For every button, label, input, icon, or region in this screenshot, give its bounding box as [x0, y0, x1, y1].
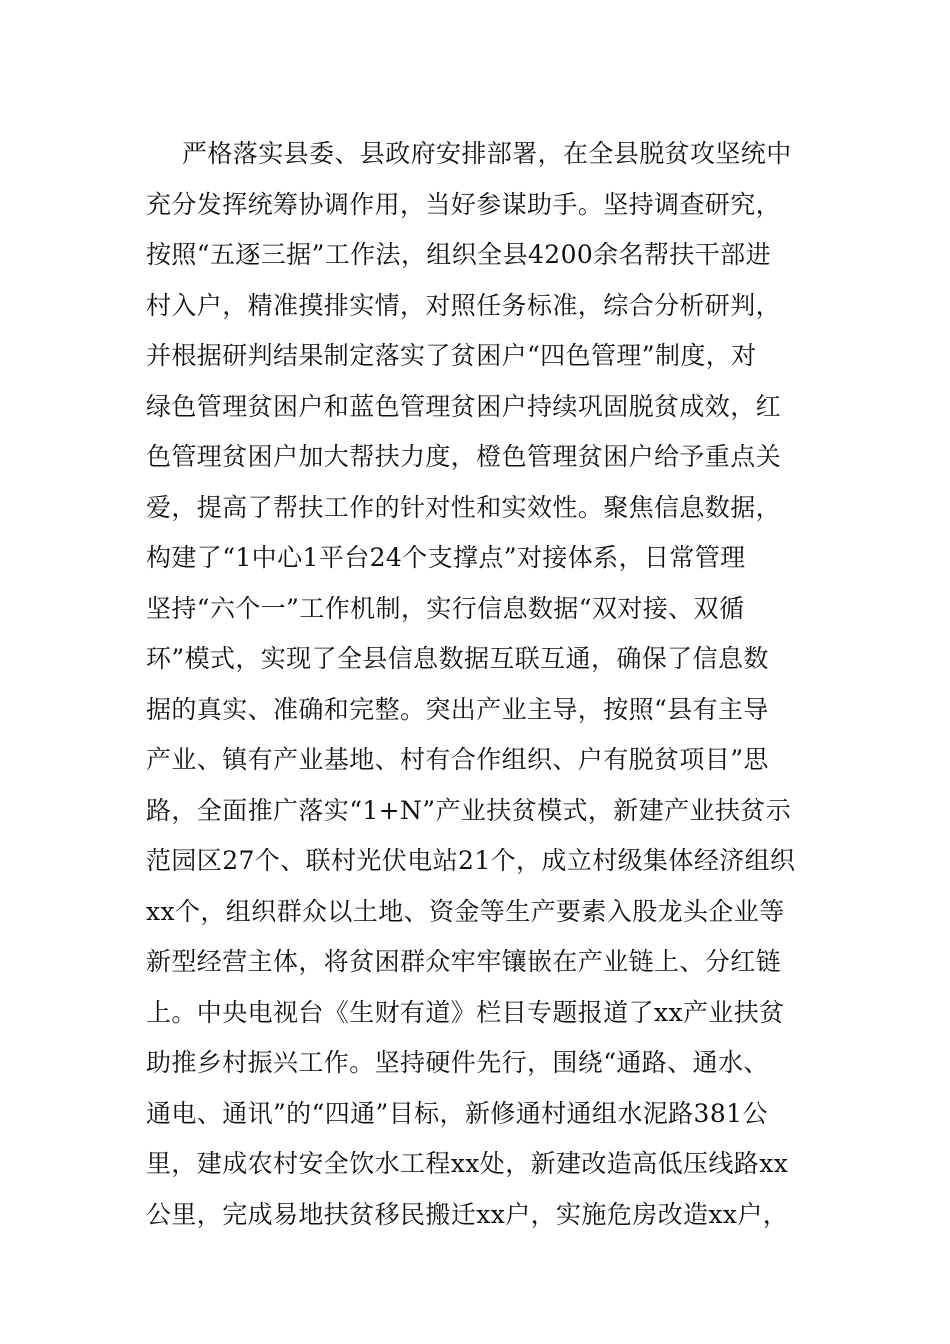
paragraph-line-21: 里，建成农村安全饮水工程xx处，新建改造高低压线路xx [146, 1149, 789, 1178]
body-paragraph [146, 129, 816, 1240]
paragraph-line-19: 助推乡村振兴工作。坚持硬件先行，围绕“通路、通水、 [146, 1048, 769, 1077]
paragraph-line-2: 充分发挥统筹协调作用，当好参谋助手。坚持调查研究， [146, 189, 782, 219]
paragraph-line-8: 爱，提高了帮扶工作的针对性和实效性。聚焦信息数据， [146, 492, 782, 522]
paragraph-line-4: 村入户，精准摸排实情，对照任务标准，综合分析研判， [146, 290, 782, 320]
paragraph-line-11: 环”模式，实现了全县信息数据互联互通，确保了信息数 [146, 644, 769, 673]
paragraph-line-1: 严格落实县委、县政府安排部署，在全县脱贫攻坚统中 [182, 139, 792, 168]
paragraph-line-7: 色管理贫困户加大帮扶力度，橙色管理贫困户给予重点关 [146, 442, 782, 471]
paragraph-line-15: 范园区27个、联村光伏电站21个，成立村级集体经济组织 [146, 846, 796, 875]
paragraph-line-16: xx个，组织群众以土地、资金等生产要素入股龙头企业等 [146, 896, 785, 926]
paragraph-line-5: 并根据研判结果制定落实了贫困户“四色管理”制度，对 [146, 341, 757, 370]
paragraph-line-12: 据的真实、准确和完整。突出产业主导，按照“县有主导 [146, 694, 769, 724]
paragraph-line-20: 通电、通讯”的“四通”目标，新修通村通组水泥路381公 [146, 1098, 768, 1128]
paragraph-line-9: 构建了“1中心1平台24个支撑点”对接体系，日常管理 [146, 543, 746, 572]
paragraph-line-22: 公里，完成易地扶贫移民搬迁xx户，实施危房改造xx户， [146, 1199, 789, 1229]
paragraph-line-6: 绿色管理贫困户和蓝色管理贫困户持续巩固脱贫成效，红 [146, 391, 782, 421]
paragraph-line-18: 上。中央电视台《生财有道》栏目专题报道了xx产业扶贫 [146, 997, 785, 1027]
paragraph-line-10: 坚持“六个一”工作机制，实行信息数据“双对接、双循 [146, 593, 745, 623]
paragraph-line-3: 按照“五逐三据”工作法，组织全县4200余名帮扶干部进 [146, 240, 771, 269]
paragraph-line-17: 新型经营主体，将贫困群众牢牢镶嵌在产业链上、分红链 [146, 947, 782, 976]
paragraph-line-14: 路，全面推广落实“1+N”产业扶贫模式，新建产业扶贫示 [146, 795, 792, 825]
paragraph-line-13: 产业、镇有产业基地、村有合作组织、户有脱贫项目”思 [146, 745, 769, 774]
